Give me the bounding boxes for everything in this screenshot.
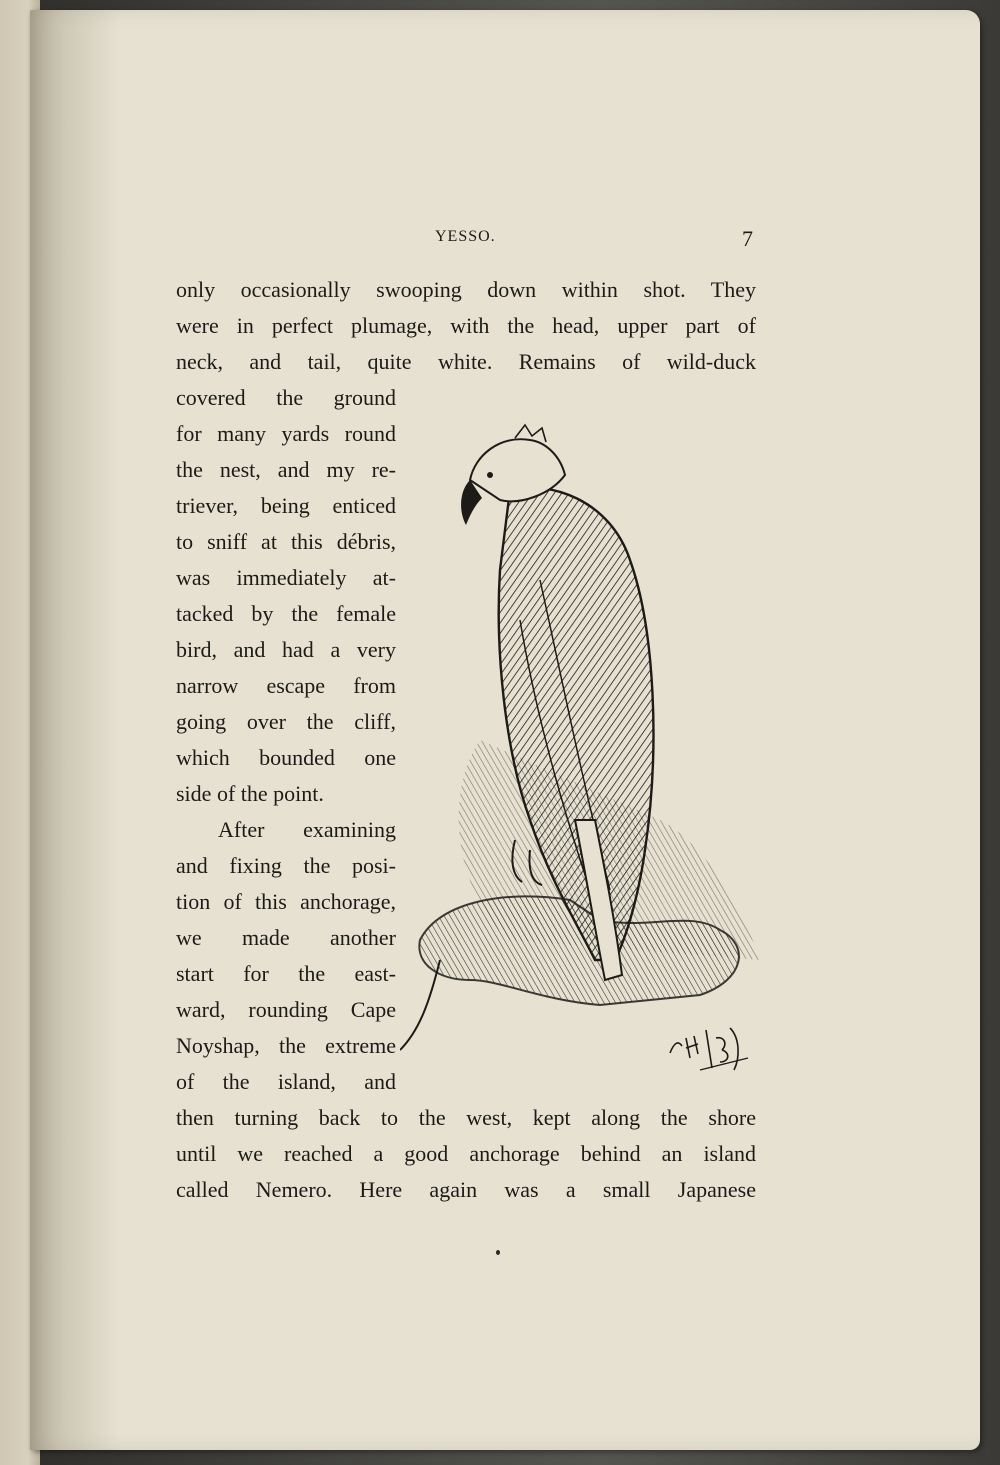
text-line: tacked by the female [176, 601, 396, 626]
text-line: of the island, and [176, 1069, 396, 1094]
ink-speck [496, 1250, 500, 1255]
text-line: After examining [218, 817, 396, 842]
text-line: side of the point. [176, 781, 324, 806]
text-line: covered the ground [176, 385, 396, 410]
text-line: start for the east- [176, 961, 396, 986]
text-line: neck, and tail, quite white. Remains of wild-duck [176, 349, 756, 374]
text-line: then turning back to the west, kept along the shore [176, 1105, 756, 1130]
text-line: until we reached a good anchorage behind an island [176, 1141, 756, 1166]
text-line: triever, being enticed [176, 493, 396, 518]
text-line: was immediately at- [176, 565, 396, 590]
text-line: and fixing the posi- [176, 853, 396, 878]
running-title: YESSO. [435, 228, 496, 245]
text-line: narrow escape from [176, 673, 396, 698]
text-line: to sniff at this débris, [176, 529, 396, 554]
text-line: for many yards round [176, 421, 396, 446]
text-line: were in perfect plumage, with the head, upper part of [176, 313, 756, 338]
page-number: 7 [742, 226, 753, 251]
text-line: only occasionally swooping down within shot. They [176, 277, 756, 302]
page-gutter-shadow [30, 10, 120, 1450]
eagle-icon [400, 420, 770, 1100]
text-line: ward, rounding Cape [176, 997, 396, 1022]
text-line: called Nemero. Here again was a small Japanese [176, 1177, 756, 1202]
text-line: tion of this anchorage, [176, 889, 396, 914]
text-line: we made another [176, 925, 396, 950]
text-line: which bounded one [176, 745, 396, 770]
artist-signature-icon [660, 1018, 760, 1078]
text-line: going over the cliff, [176, 709, 396, 734]
text-line: bird, and had a very [176, 637, 396, 662]
text-line: the nest, and my re- [176, 457, 396, 482]
text-line: Noyshap, the extreme [176, 1033, 396, 1058]
